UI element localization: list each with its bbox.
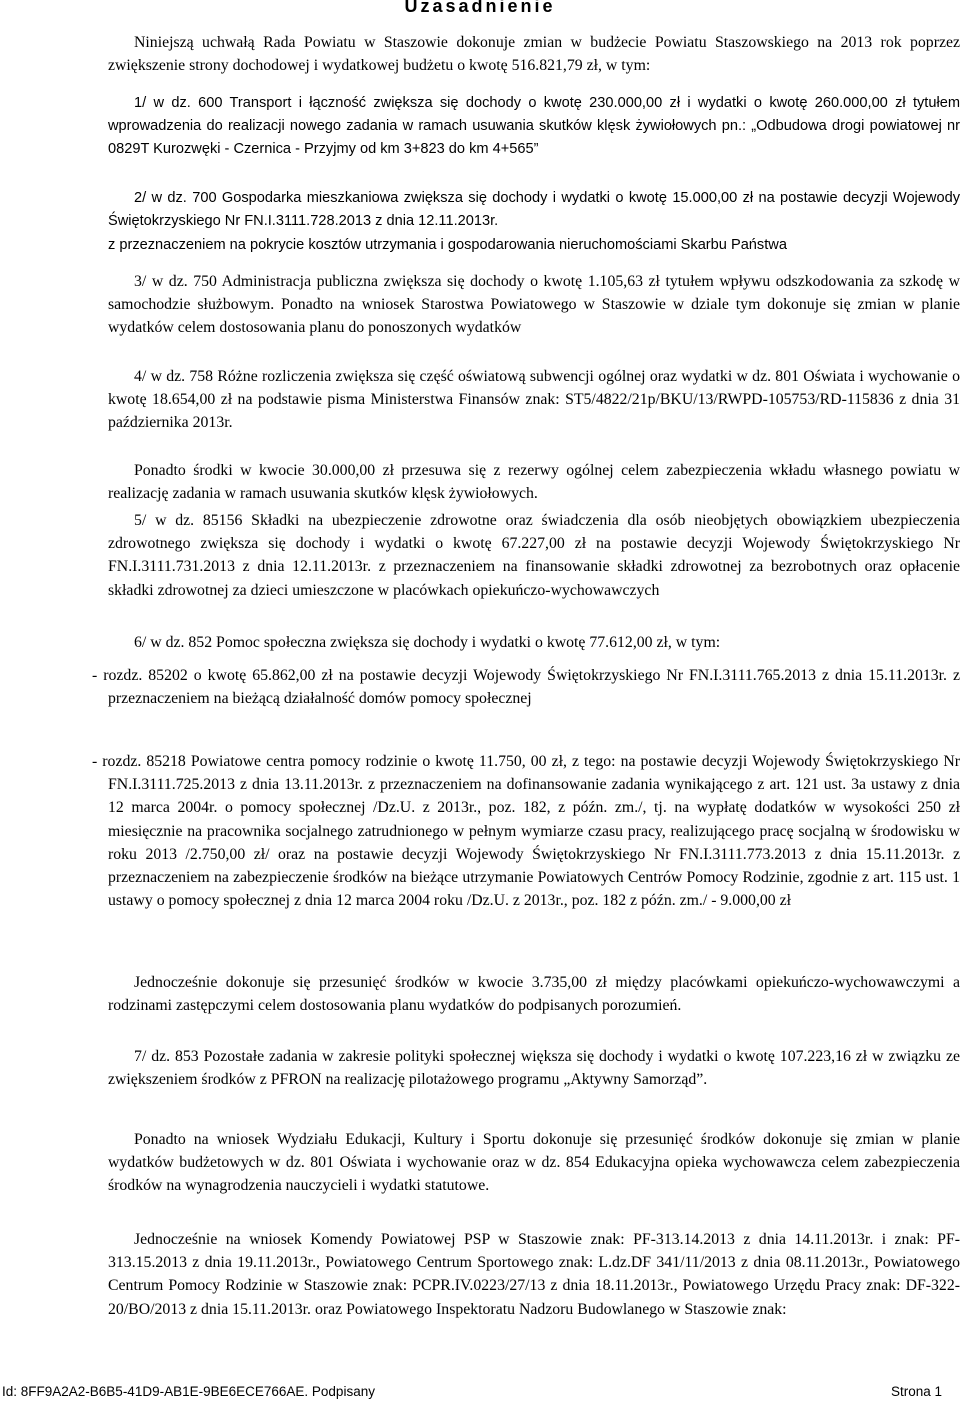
paragraph-education-transfer: Ponadto na wniosek Wydziału Edukacji, Kultury i Sportu dokonuje się przesunięć środków dokonuje się zmian w planie wydatków budżetowych w dz. 801 Oświata i wychowanie oraz w dz. 854 Edukacyjna opieka wychowawcza celem zabezpieczenia środków na wynagrodzenia nauczycieli i wydatki statutowe.	[108, 1131, 960, 1195]
paragraph-housing: 2/ w dz. 700 Gospodarka mieszkaniowa zwiększa się dochody i wydatki o kwotę 15.000,00 zł na postawie decyzji Wojewody Świętokrzyskiego Nr FN.I.3111.728.2013 z dnia 12.11.2013r.	[108, 190, 960, 230]
document-id: Id: 8FF9A2A2-B6B5-41D9-AB1E-9BE6ECE766AE. Podpisany	[2, 1384, 375, 1399]
paragraph-requests: Jednocześnie na wniosek Komendy Powiatowej PSP w Staszowie znak: PF-313.14.2013 z dnia 14.11.2013r. i znak: PF-313.15.2013 z dnia 19.11.2013r., Powiatowego Centrum Sportowego znak: L.dz.DF 341/11/2013 z dnia 08.11.2013r., Powiatowego Centrum Pomocy Rodzinie w Staszowie znak: PCPR.IV.0223/27/13 z dnia 18.11.2013r., Powiatowego Urzędu Pracy znak: DF-322-20/BO/2013 z dnia 15.11.2013r. oraz Powiatowego Inspektoratu Nadzoru Budowlanego w Staszowie znak:	[108, 1231, 960, 1318]
intro-paragraph: Niniejszą uchwałą Rada Powiatu w Staszowie dokonuje zmian w budżecie Powiatu Staszowskiego na 2013 rok poprzez zwiększenie strony dochodowej i wydatkowej budżetu o kwotę 516.821,79 zł, w tym:	[108, 34, 960, 75]
paragraph-administration: 3/ w dz. 750 Administracja publiczna zwiększa się dochody o kwotę 1.105,63 zł tytułem wpływu odszkodowania za szkodę w samochodzie służbowym. Ponadto na wniosek Starostwa Powiatowego w Staszowie w dziale tym dokonuje się zmian w planie wydatków celem dostosowania planu do ponoszonych wydatków	[108, 273, 960, 337]
list-item-85202: - rozdz. 85202 o kwotę 65.862,00 zł na postawie decyzji Wojewody Świętokrzyskiego Nr FN.I.3111.765.2013 z dnia 15.11.2013r. z przeznaczeniem na bieżącą działalność domów pomocy społecznej	[92, 667, 960, 708]
paragraph-transport: 1/ w dz. 600 Transport i łączność zwiększa się dochody o kwotę 230.000,00 zł i wydatki o kwotę 260.000,00 zł tytułem wprowadzenia do realizacji nowego zadania w ramach usuwania skutków klęsk żywiołowych pn.: „Odbudowa drogi powiatowej nr 0829T Kurozwęki - Czernica - Przyjmy od km 3+823 do km 4+565”	[108, 95, 960, 158]
paragraph-health-insurance: 5/ w dz. 85156 Składki na ubezpieczenie zdrowotne oraz świadczenia dla osób nieobjętych obowiązkiem ubezpieczenia zdrowotnego zwiększa się dochody i wydatki o kwotę 67.227,00 zł na postawie decyzji Wojewody Świętokrzyskiego Nr FN.I.3111.731.2013 z dnia 12.11.2013r. z przeznaczeniem na finansowanie składki zdrowotnej za bezrobotnych oraz opłacenie składki zdrowotnej za dzieci umieszczone w placówkach opiekuńczo-wychowawczych	[108, 512, 960, 599]
document-title: Uzasadnienie	[404, 0, 556, 16]
paragraph-housing-purpose: z przeznaczeniem na pokrycie kosztów utrzymania i gospodarowania nieruchomościami Skarbu Państwa	[108, 237, 787, 253]
paragraph-education-subsidy: 4/ w dz. 758 Różne rozliczenia zwiększa się część oświatową subwencji ogólnej oraz wydatki w dz. 801 Oświata i wychowanie o kwotę 18.654,00 zł na podstawie pisma Ministerstwa Finansów znak: ST5/4822/21p/BKU/13/RWPD-105753/RD-115836 z dnia 31 października 2013r.	[108, 368, 960, 432]
paragraph-social-aid: 6/ w dz. 852 Pomoc społeczna zwiększa się dochody i wydatki o kwotę 77.612,00 zł, w tym:	[134, 634, 721, 651]
page-footer	[0, 1384, 960, 1402]
paragraph-social-policy: 7/ dz. 853 Pozostałe zadania w zakresie polityki społecznej większa się dochody i wydatki o kwotę 107.223,16 zł w związku ze zwiększeniem środków z PFRON na realizację pilotażowego programu „Aktywny Samorząd”.	[108, 1048, 960, 1089]
page-number: Strona 1	[890, 1384, 942, 1399]
paragraph-foster-care: Jednocześnie dokonuje się przesunięć środków w kwocie 3.735,00 zł między placówkami opiekuńczo-wychowawczymi a rodzinami zastępczymi celem dostosowania planu wydatków do podpisanych porozumień.	[108, 974, 960, 1015]
list-item-85218: - rozdz. 85218 Powiatowe centra pomocy rodzinie o kwotę 11.750, 00 zł, z tego: na postawie decyzji Wojewody Świętokrzyskiego Nr FN.I.3111.725.2013 z dnia 13.11.2013r. z przeznaczeniem na dofinansowanie zadania wynikającego z art. 121 ust. 3a ustawy z dnia 12 marca 2004r. o pomocy społecznej /Dz.U. z 2013r., poz. 182, z późn. zm./, tj. na wypłatę dodatków w wysokości 250 zł miesięcznie na pracownika socjalnego zatrudnionego w pełnym wymiarze czasu pracy, realizującego pracę socjalną w środowisku w roku 2013 /2.750,00 zł/ oraz na postawie decyzji Wojewody Świętokrzyskiego Nr FN.I.3111.773.2013 z dnia 15.11.2013r. z przeznaczeniem na zabezpieczenie środków na bieżące utrzymanie Powiatowych Centrów Pomocy Rodzinie, zgodnie z art. 115 ust. 1 ustawy o pomocy społecznej z dnia 12 marca 2004 roku /Dz.U. z 2013r., poz. 182 z późn. zm./ - 9.000,00 zł	[92, 753, 960, 910]
paragraph-reserve: Ponadto środki w kwocie 30.000,00 zł przesuwa się z rezerwy ogólnej celem zabezpieczenia wkładu własnego powiatu w realizację zadania w ramach usuwania skutków klęsk żywiołowych.	[108, 462, 960, 503]
